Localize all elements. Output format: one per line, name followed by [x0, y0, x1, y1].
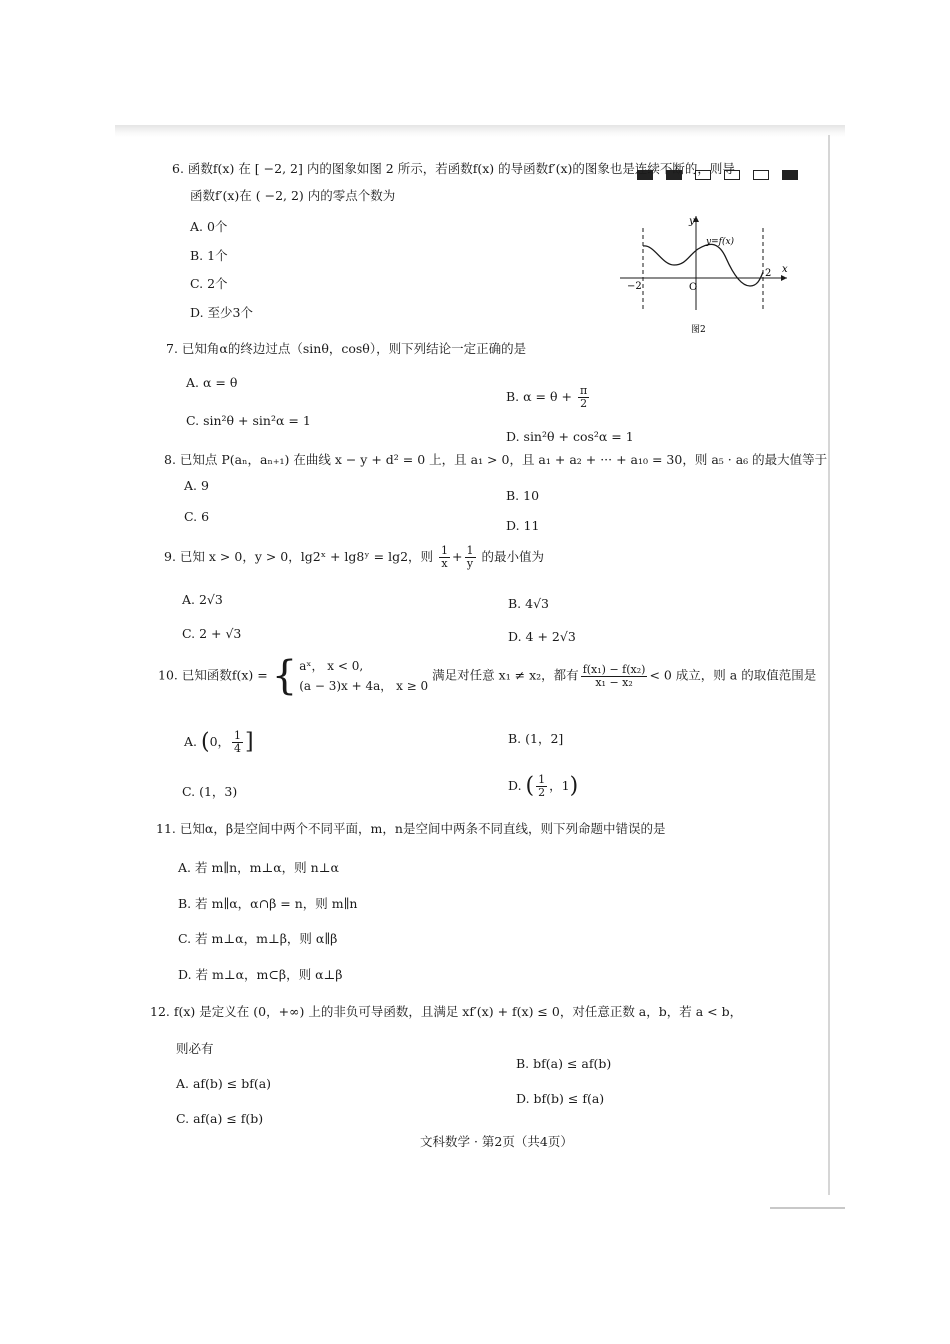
q10-case-1: aˣ， x < 0,: [299, 659, 364, 673]
q8-number: 8.: [164, 452, 176, 467]
q9-option-a: A. 2√3: [182, 592, 223, 607]
fraction-denominator: x₁ − x₂: [595, 675, 633, 689]
q10-option-d-fraction: [536, 774, 547, 799]
q6-option-a: A. 0个: [190, 219, 228, 234]
q11-number: 11.: [156, 821, 176, 836]
q11-option-b: B. 若 m∥α，α∩β = n，则 m∥n: [178, 896, 358, 911]
q8-option-b: B. 10: [506, 488, 540, 503]
q10-fraction: [581, 664, 648, 689]
fraction-numerator: 1: [441, 544, 449, 557]
answer-mark-filled: [782, 170, 798, 180]
q9-option-b: B. 4√3: [508, 596, 550, 611]
q10-case-2: (a − 3)x + 4a， x ≥ 0: [299, 679, 429, 693]
q10-stem-post: < 0 成立，则 a 的取值范围是: [649, 667, 817, 683]
q11-option-c: C. 若 m⊥α，m⊥β，则 α∥β: [178, 931, 338, 946]
q7-line: [166, 340, 526, 358]
q8-option-c: C. 6: [184, 509, 210, 524]
q8-line: [164, 451, 827, 469]
q6-option-d: D. 至少3个: [190, 305, 253, 320]
q10-number: 10.: [158, 667, 178, 683]
q10-piecewise: [271, 653, 429, 699]
q9-line: [164, 545, 544, 570]
tick-pos2: 2: [765, 268, 772, 279]
q8-stem: 已知点 P(aₙ，aₙ₊₁) 在曲线 x − y + d² = 0 上，且 a₁ > 0，且 a₁ + a₂ + ··· + a₁₀ = 30，则 a₅ · a₆ 的最大值等于: [179, 452, 828, 467]
q6-figure: [612, 210, 802, 340]
q9-stem-post: 的最小值为: [481, 549, 545, 564]
fraction-numerator: 1: [538, 773, 546, 786]
q11-line: [156, 820, 665, 838]
fraction-numerator: π: [579, 384, 588, 397]
q9-number: 9.: [164, 549, 176, 564]
q7-option-b-fraction: [578, 385, 589, 410]
answer-mark-empty: [753, 170, 769, 180]
q9-option-c: C. 2 + √3: [182, 626, 242, 641]
q10-option-a-label: A.: [184, 734, 198, 749]
q11-stem: 已知α，β是空间中两个不同平面，m，n是空间中两条不同直线，则下列命题中错误的是: [179, 821, 666, 836]
fraction-numerator: 1: [234, 729, 242, 742]
q7-option-d: D. sin²θ + cos²α = 1: [506, 429, 634, 444]
q12-line: [150, 1003, 742, 1021]
q9-fraction-2: [465, 545, 476, 570]
left-brace-icon: {: [271, 653, 298, 699]
q7-stem: 已知角α的终边过点（sinθ，cosθ），则下列结论一定正确的是: [181, 341, 527, 356]
q10-line: [158, 653, 817, 699]
q10-option-c: C. (1，3): [182, 784, 238, 799]
q12-option-b: B. bf(a) ≤ af(b): [516, 1056, 612, 1071]
fraction-denominator: x: [441, 557, 448, 570]
q10-option-b: B. (1，2]: [508, 731, 564, 746]
x-axis-arrow-icon: [781, 275, 787, 281]
q12-stem-line2: 则必有: [176, 1041, 214, 1056]
scan-shadow-right: [828, 135, 830, 1195]
q6-option-c: C. 2个: [190, 276, 228, 291]
q9-option-d: D. 4 + 2√3: [508, 629, 576, 644]
left-paren: (: [201, 729, 210, 755]
q9-stem-pre: 已知 x > 0，y > 0，lg2ˣ + lg8ʸ = lg2，则: [179, 549, 434, 564]
q8-option-d: D. 11: [506, 518, 540, 533]
q10-cases: [299, 656, 428, 696]
q10-stem-pre: 已知函数f(x) =: [181, 667, 268, 683]
q11-option-d: D. 若 m⊥α，m⊂β，则 α⊥β: [178, 967, 343, 982]
y-label: y: [689, 216, 695, 227]
fraction-numerator: f(x₁) − f(x₂): [582, 662, 646, 676]
fraction-denominator: 4: [234, 742, 242, 755]
right-bracket: ]: [245, 729, 254, 755]
fraction-denominator: 2: [580, 397, 588, 410]
origin-label: O: [689, 282, 698, 293]
q7-option-c: C. sin²θ + sin²α = 1: [186, 413, 311, 428]
q9-plus: +: [452, 549, 463, 564]
q12-option-c: C. af(a) ≤ f(b): [176, 1111, 264, 1126]
q6-number: 6.: [172, 161, 184, 176]
q6-stem-line2: 函数f′(x)在 ( −2, 2) 内的零点个数为: [190, 188, 396, 203]
q6-stem-line1: 函数f(x) 在 [ −2, 2] 内的图象如图 2 所示，若函数f(x) 的导函数f′(x)的图象也是连续不断的，则导: [187, 161, 735, 176]
q10-option-a-fraction: [232, 730, 243, 755]
x-label: x: [782, 264, 788, 275]
q11-option-a: A. 若 m∥n，m⊥α，则 n⊥α: [178, 860, 339, 875]
q12-number: 12.: [150, 1004, 170, 1019]
page-footer: 文科数学 · 第2页（共4页）: [420, 1134, 573, 1149]
curve-label: y=f(x): [706, 237, 735, 247]
q12-option-d: D. bf(b) ≤ f(a): [516, 1091, 605, 1106]
q7-option-b: [506, 385, 591, 410]
q12-option-a: A. af(b) ≤ bf(a): [176, 1076, 272, 1091]
q7-number: 7.: [166, 341, 178, 356]
q7-option-b-text: B. α = θ +: [506, 389, 572, 404]
q6-line1: [172, 160, 735, 178]
q6-option-b: B. 1个: [190, 248, 228, 263]
scan-shadow-bottom: [770, 1207, 845, 1209]
q10-option-d-right: ，1: [549, 778, 570, 793]
q12-stem: f(x) 是定义在 (0，+∞) 上的非负可导函数，且满足 xf′(x) + f(x) ≤ 0，对任意正数 a，b，若 a < b，: [173, 1004, 743, 1019]
q10-option-a-left: 0，: [209, 734, 231, 749]
left-paren: (: [525, 773, 535, 799]
figure-caption: 图2: [691, 325, 706, 335]
q10-stem-mid: 满足对任意 x₁ ≠ x₂，都有: [432, 667, 579, 683]
fraction-denominator: 2: [538, 786, 546, 799]
q10-option-a: [184, 730, 254, 755]
q8-option-a: A. 9: [184, 478, 209, 493]
q10-option-d: [508, 774, 578, 799]
fraction-numerator: 1: [466, 544, 474, 557]
q7-option-a: A. α = θ: [186, 375, 238, 390]
q10-option-d-label: D.: [508, 778, 522, 793]
right-paren: ): [569, 773, 579, 799]
q9-fraction-1: [439, 545, 450, 570]
scan-shadow-top: [115, 125, 845, 137]
curve-f: [643, 244, 763, 286]
fraction-denominator: y: [466, 557, 474, 570]
tick-neg2: −2: [627, 281, 642, 292]
